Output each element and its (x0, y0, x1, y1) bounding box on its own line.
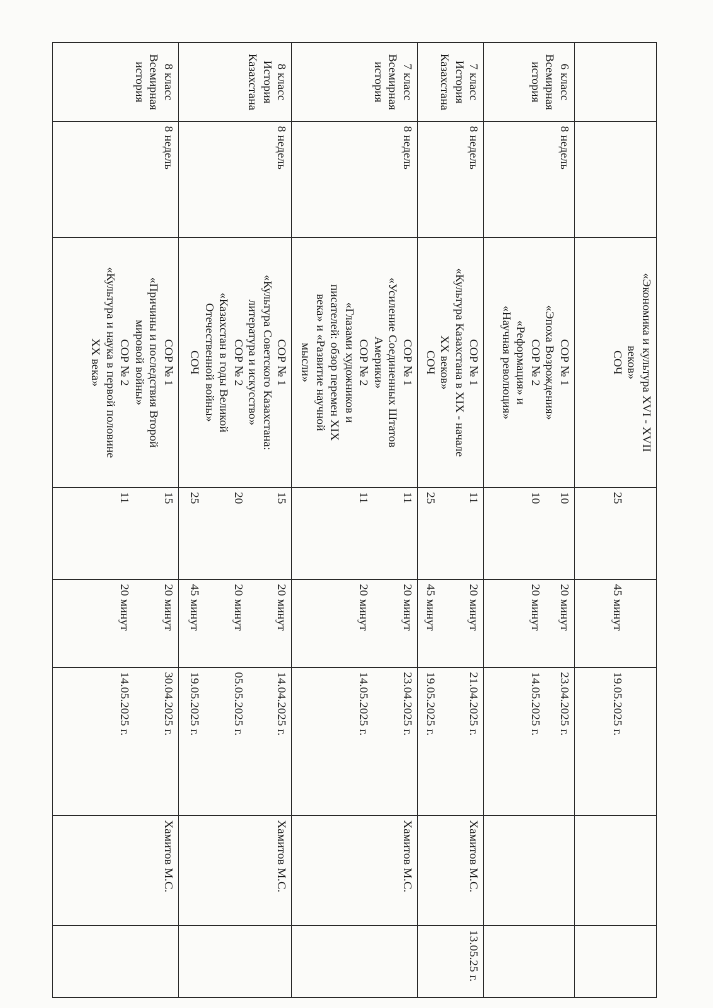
note-cell (53, 926, 179, 998)
date-line (386, 672, 401, 811)
teacher-cell (292, 816, 418, 926)
subject-line: история (371, 61, 386, 103)
topic-line: веков» (625, 345, 640, 380)
max-score-cell (574, 488, 656, 580)
topic-line: века» и «Развитие научной (313, 293, 328, 432)
duration-line: 20 минут (118, 584, 133, 631)
duration-line (625, 584, 640, 663)
duration-line: 45 минут (423, 584, 438, 631)
max-score-line (132, 492, 147, 575)
duration-line (217, 584, 232, 663)
weeks-cell (484, 122, 574, 238)
duration-line: 20 минут (231, 584, 246, 631)
subject-line: история (528, 61, 543, 103)
topic-line: «Научная революция» (499, 305, 514, 420)
note-cell (292, 926, 418, 998)
duration-cell (178, 580, 291, 668)
weeks-cell (417, 122, 484, 238)
date-line: 14.05.2025 г. (357, 672, 372, 736)
note-text: 13.05.25 г. (467, 930, 482, 982)
table-row (292, 43, 418, 998)
topic-line: СОР № 1 (400, 339, 415, 386)
topic-line: «Реформация» и (514, 320, 529, 405)
teacher-text: Хамитов М.С. (161, 820, 176, 893)
max-score-line: 20 (231, 492, 246, 504)
duration-line: 20 минут (557, 584, 572, 631)
duration-line (260, 584, 275, 663)
duration-line (147, 584, 162, 663)
note-cell (484, 926, 574, 998)
max-score-line: 11 (400, 492, 415, 504)
table-row (574, 43, 656, 998)
date-line (202, 672, 217, 811)
date-line (132, 672, 147, 811)
duration-line (452, 584, 467, 663)
max-score-line (640, 492, 655, 575)
topic-line: XX века» (89, 338, 104, 387)
max-score-cell (484, 488, 574, 580)
topic-cell (53, 238, 179, 488)
subject-line: Всемирная (386, 53, 401, 111)
duration-line (202, 584, 217, 663)
weeks-text: 8 недель (275, 126, 290, 170)
topic-line: Отечественной войны» (202, 303, 217, 422)
max-score-line: 11 (118, 492, 133, 504)
date-cell (53, 668, 179, 816)
max-score-cell (292, 488, 418, 580)
subject-line: 6 класс (557, 63, 572, 101)
topic-line: Америки» (371, 336, 386, 389)
max-score-line (438, 492, 453, 575)
teacher-text: Хамитов М.С. (275, 820, 290, 893)
duration-line: 45 минут (611, 584, 625, 631)
date-line: 14.04.2025 г. (275, 672, 290, 736)
topic-line: «Экономика и культура XVI - XVII (640, 273, 654, 452)
max-score-line: 25 (188, 492, 203, 504)
duration-cell (292, 580, 418, 668)
weeks-text: 8 недель (161, 126, 176, 170)
date-cell (574, 668, 656, 816)
max-score-line: 11 (357, 492, 372, 504)
duration-line (386, 584, 401, 663)
teacher-cell (574, 816, 656, 926)
duration-line (543, 584, 558, 663)
topic-line: СОР № 2 (528, 339, 543, 386)
date-line: 21.04.2025 г. (467, 672, 482, 736)
date-cell (292, 668, 418, 816)
topic-line: «Казахстан в годы Великой (217, 292, 232, 433)
duration-line: 45 минут (188, 584, 203, 631)
date-line (640, 672, 655, 811)
date-line (438, 672, 453, 811)
date-line (260, 672, 275, 811)
topic-line: СОЧ (611, 350, 625, 375)
duration-line: 20 минут (400, 584, 415, 631)
max-score-line: 10 (528, 492, 543, 504)
max-score-line (202, 492, 217, 575)
subject-line: Всемирная (147, 53, 162, 111)
topic-line: СОР № 2 (357, 339, 372, 386)
max-score-line (625, 492, 640, 575)
subject-line: Казахстана (246, 53, 261, 111)
date-line (543, 672, 558, 811)
subject-line: 8 класс (275, 63, 290, 101)
topic-line: СОР № 1 (467, 339, 482, 386)
table-row (53, 43, 179, 998)
topic-line: «Причины и последствия Второй (147, 277, 162, 448)
teacher-cell (417, 816, 484, 926)
note-cell (574, 926, 656, 998)
date-line: 14.05.2025 г. (118, 672, 133, 736)
subject-line: 7 класс (467, 63, 482, 101)
weeks-text: 8 недель (467, 126, 482, 170)
note-cell (417, 926, 484, 998)
duration-cell (53, 580, 179, 668)
duration-line: 20 минут (275, 584, 290, 631)
teacher-text: Хамитов М.С. (467, 820, 482, 893)
topic-line: СОР № 2 (231, 339, 246, 386)
date-line: 30.04.2025 г. (161, 672, 176, 736)
date-line (217, 672, 232, 811)
subject-line: Всемирная (543, 53, 558, 111)
duration-line: 20 минут (528, 584, 543, 631)
topic-line: «Культура Казахстана в XIX - начале (452, 268, 467, 457)
weeks-cell (574, 122, 656, 238)
topic-line: литература и искусство» (246, 299, 261, 426)
duration-line: 20 минут (161, 584, 176, 631)
date-line (625, 672, 640, 811)
duration-line (246, 584, 261, 663)
max-score-line (260, 492, 275, 575)
duration-line (132, 584, 147, 663)
subject-line: История (260, 60, 275, 104)
topic-line: мысли» (299, 342, 314, 383)
topic-line: мировой войны» (132, 319, 147, 406)
subject-cell (178, 43, 291, 122)
table-row (178, 43, 291, 998)
duration-line: 20 минут (357, 584, 372, 631)
max-score-line (371, 492, 386, 575)
subject-line: 8 класс (161, 63, 176, 101)
topic-line: «Глазами художников и (342, 302, 357, 423)
date-cell (484, 668, 574, 816)
subject-line: История (452, 60, 467, 104)
topic-line: «Культура и наука в первой половине (103, 266, 118, 459)
topic-line: СОЧ (423, 350, 438, 375)
teacher-cell (53, 816, 179, 926)
table-row (484, 43, 574, 998)
max-score-line (246, 492, 261, 575)
subject-cell (574, 43, 656, 122)
max-score-line: 10 (557, 492, 572, 504)
max-score-line: 25 (611, 492, 625, 504)
note-cell (178, 926, 291, 998)
topic-cell (574, 238, 656, 488)
teacher-cell (178, 816, 291, 926)
date-line: 19.05.2025 г. (611, 672, 625, 736)
duration-cell (417, 580, 484, 668)
weeks-text: 8 недель (557, 126, 572, 170)
max-score-line: 15 (161, 492, 176, 504)
topic-line: СОР № 1 (557, 339, 572, 386)
duration-line (371, 584, 386, 663)
date-line: 19.05.2025 г. (423, 672, 438, 736)
weeks-text: 8 недель (400, 126, 415, 170)
topic-line: «Усиление Соединенных Штатов (386, 277, 401, 448)
date-line (452, 672, 467, 811)
date-line: 19.05.2025 г. (188, 672, 203, 736)
teacher-cell (484, 816, 574, 926)
weeks-cell (53, 122, 179, 238)
max-score-line: 11 (467, 492, 482, 504)
max-score-line (386, 492, 401, 575)
topic-cell (417, 238, 484, 488)
topic-line: «Культура Советского Казахстана: (260, 274, 275, 451)
max-score-cell (417, 488, 484, 580)
topic-line: «Эпоха Возрождения» (543, 305, 558, 420)
subject-cell (417, 43, 484, 122)
assessment-schedule-table (52, 42, 657, 998)
max-score-line: 25 (423, 492, 438, 504)
max-score-line (147, 492, 162, 575)
date-line (371, 672, 386, 811)
subject-line: история (132, 61, 147, 103)
topic-line: писателей: обзор перемен XIX (328, 284, 343, 441)
topic-cell (178, 238, 291, 488)
topic-line: СОР № 1 (161, 339, 176, 386)
table-body (53, 43, 657, 998)
duration-line: 20 минут (467, 584, 482, 631)
table-row (417, 43, 484, 998)
date-line: 14.05.2025 г. (528, 672, 543, 736)
subject-cell (292, 43, 418, 122)
date-line: 23.04.2025 г. (557, 672, 572, 736)
duration-cell (484, 580, 574, 668)
weeks-cell (292, 122, 418, 238)
teacher-text: Хамитов М.С. (400, 820, 415, 893)
max-score-line (217, 492, 232, 575)
date-line (246, 672, 261, 811)
date-line: 23.04.2025 г. (400, 672, 415, 736)
topic-line: СОР № 1 (275, 339, 290, 386)
topic-line: XX веков» (438, 335, 453, 390)
date-line (147, 672, 162, 811)
subject-line: 7 класс (400, 63, 415, 101)
max-score-cell (53, 488, 179, 580)
date-cell (178, 668, 291, 816)
topic-cell (292, 238, 418, 488)
subject-cell (484, 43, 574, 122)
subject-cell (53, 43, 179, 122)
max-score-line (543, 492, 558, 575)
max-score-line: 15 (275, 492, 290, 504)
duration-cell (574, 580, 656, 668)
max-score-cell (178, 488, 291, 580)
topic-line: СОЧ (188, 350, 203, 375)
weeks-cell (178, 122, 291, 238)
topic-cell (484, 238, 574, 488)
topic-line: СОР № 2 (118, 339, 133, 386)
date-cell (417, 668, 484, 816)
duration-line (640, 584, 655, 663)
subject-line: Казахстана (438, 53, 453, 111)
date-line: 05.05.2025 г. (231, 672, 246, 736)
max-score-line (452, 492, 467, 575)
duration-line (438, 584, 453, 663)
